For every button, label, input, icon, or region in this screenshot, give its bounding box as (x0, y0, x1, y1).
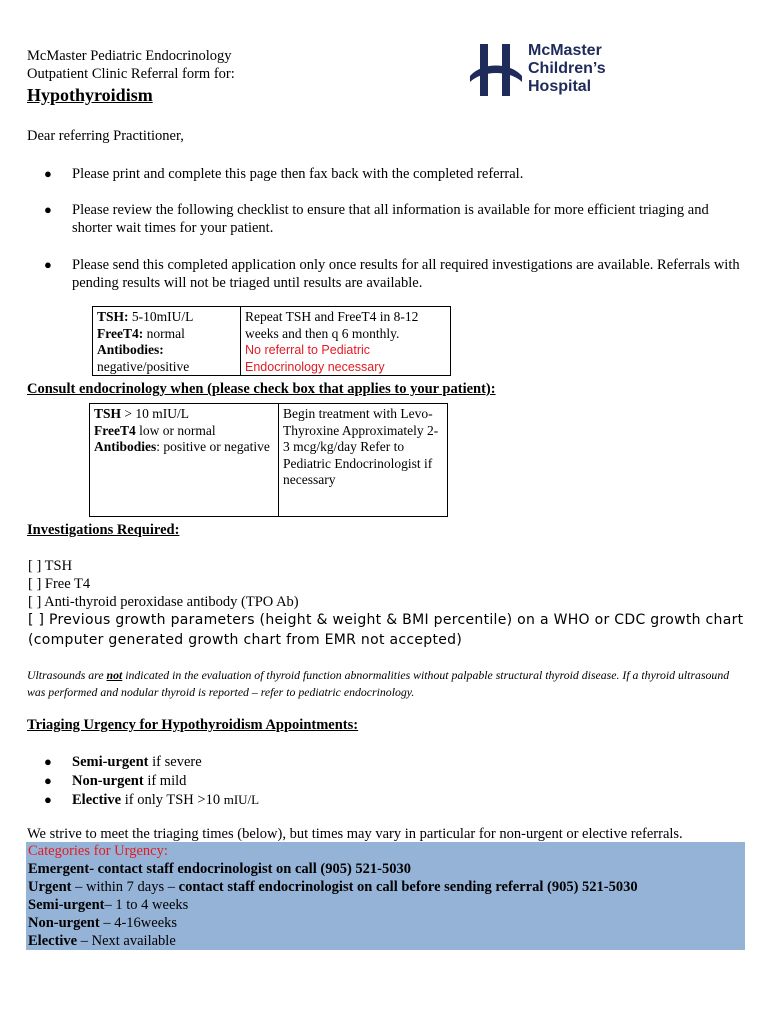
consult-criteria-cell (90, 404, 279, 517)
bullet-icon: ● (44, 166, 52, 181)
ultrasound-note (27, 667, 742, 700)
checkbox-growth-parameters[interactable]: [ ] Previous growth parameters (height & weight & BMI percentile) on a WHO or CDC growth chart (28, 612, 744, 628)
triage-non-urgent (72, 772, 752, 790)
triage-times-note: We strive to meet the triaging times (below), but times may vary in particular for non-urgent or elective referrals. (27, 826, 683, 842)
form-subtitle: Outpatient Clinic Referral form for: (27, 66, 235, 82)
checkbox-free-t4[interactable]: [ ] Free T4 (28, 576, 91, 592)
category-urgent (26, 878, 745, 896)
triage-desc: if severe (148, 754, 202, 770)
triage-label: Semi-urgent (72, 754, 149, 770)
instruction-1: Please print and complete this page then fax back with the completed referral. (72, 166, 524, 182)
category-semi-urgent (26, 896, 745, 914)
antibodies-value: negative/positive (97, 358, 190, 374)
triage-heading: Triaging Urgency for Hypothyroidism Appointments: (27, 717, 359, 733)
category-contact: contact staff endocrinologist on call before sending referral (905) 521-5030 (178, 879, 638, 895)
category-elective (26, 932, 745, 950)
ft4-value: normal (143, 325, 185, 341)
category-label: Semi-urgent (28, 897, 105, 913)
instruction-2: Please review the following checklist to ensure that all information is available for more efficient triaging and shorter wait times for your patient. (72, 202, 709, 236)
greeting: Dear referring Practitioner, (27, 128, 184, 144)
bullet-icon: ● (44, 202, 52, 217)
antibodies-label: Antibodies: (97, 342, 164, 357)
bullet-icon: ● (44, 773, 52, 788)
category-desc: – 1 to 4 weeks (104, 897, 189, 913)
logo-line-3: Hospital (528, 78, 592, 95)
investigations-heading: Investigations Required: (27, 522, 180, 538)
mild-action-cell (241, 307, 451, 376)
ultrasound-note-end: indicated in the evaluation of thyroid function abnormalities without palpable structural thyroid disease. If a thyroid ultrasound was performed and nodular thyroid is reported – refer to pediatric endocrinology. (27, 668, 730, 699)
category-desc: – Next available (77, 933, 176, 949)
logo-line-1: McMaster (528, 42, 602, 59)
ft4-label: FreeT4 (94, 422, 136, 438)
category-label: Elective (28, 933, 78, 949)
page-title: Hypothyroidism (27, 85, 153, 105)
tsh-value: > 10 mIU/L (121, 406, 189, 421)
tsh-label: TSH (94, 406, 122, 421)
urgency-categories-box (26, 842, 745, 950)
category-desc: – within 7 days – (71, 879, 179, 895)
ultrasound-note-start: Ultrasounds are (27, 668, 107, 682)
mild-criteria-table (92, 306, 451, 376)
instruction-3: Please send this completed application only once results for all required investigations are available. Referrals with pending results will not be triaged until results are available. (72, 257, 740, 291)
consult-criteria-table (89, 403, 448, 517)
triage-desc: if only TSH >10 (121, 792, 224, 808)
ft4-label: FreeT4: (97, 325, 144, 341)
triage-label: Elective (72, 792, 122, 808)
no-referral-text: No referral to Pediatric Endocrinology necessary (245, 343, 385, 374)
consult-heading: Consult endocrinology when (please check box that applies to your patient): (27, 381, 496, 397)
category-desc: – 4-16weeks (99, 915, 178, 931)
tsh-label: TSH: (97, 309, 129, 324)
growth-chart-note: (computer generated growth chart from EMR not accepted) (28, 632, 463, 648)
category-label: Non-urgent (28, 915, 100, 931)
bullet-icon: ● (44, 754, 52, 769)
triage-label: Non-urgent (72, 773, 144, 789)
consult-action-cell (279, 404, 448, 517)
bullet-icon: ● (44, 257, 52, 272)
tsh-value: 5-10mIU/L (128, 309, 194, 324)
checkbox-tpo-ab[interactable]: [ ] Anti-thyroid peroxidase antibody (TPO Ab) (28, 594, 299, 610)
checkbox-tsh[interactable]: [ ] TSH (28, 558, 73, 574)
bullet-icon: ● (44, 792, 52, 807)
ultrasound-note-emphasis: not (106, 668, 123, 682)
category-label: Urgent (28, 879, 72, 895)
categories-heading: Categories for Urgency: (28, 843, 168, 859)
category-non-urgent (26, 914, 745, 932)
mcmaster-childrens-hospital-logo (468, 40, 618, 98)
ft4-value: low or normal (135, 422, 216, 438)
mild-criteria-cell (93, 307, 241, 376)
antibodies-value: : positive or negative (156, 439, 270, 454)
hospital-logo-icon (468, 42, 524, 98)
category-emergent: Emergent- contact staff endocrinologist on call (905) 521-5030 (28, 861, 411, 877)
triage-semi-urgent (72, 753, 752, 771)
triage-unit: mIU/L (223, 792, 260, 807)
mild-action-text: Repeat TSH and FreeT4 in 8-12 weeks and then q 6 monthly. (245, 309, 419, 341)
triage-desc: if mild (143, 773, 187, 789)
org-name: McMaster Pediatric Endocrinology (27, 48, 232, 64)
antibodies-label: Antibodies (94, 439, 157, 454)
logo-line-2: Children’s (528, 60, 606, 77)
treatment-text: Begin treatment with Levo-Thyroxine Approximately 2-3 mcg/kg/day Refer to Pediatric Endocrinologist if necessary (283, 406, 439, 487)
triage-elective (72, 791, 752, 809)
